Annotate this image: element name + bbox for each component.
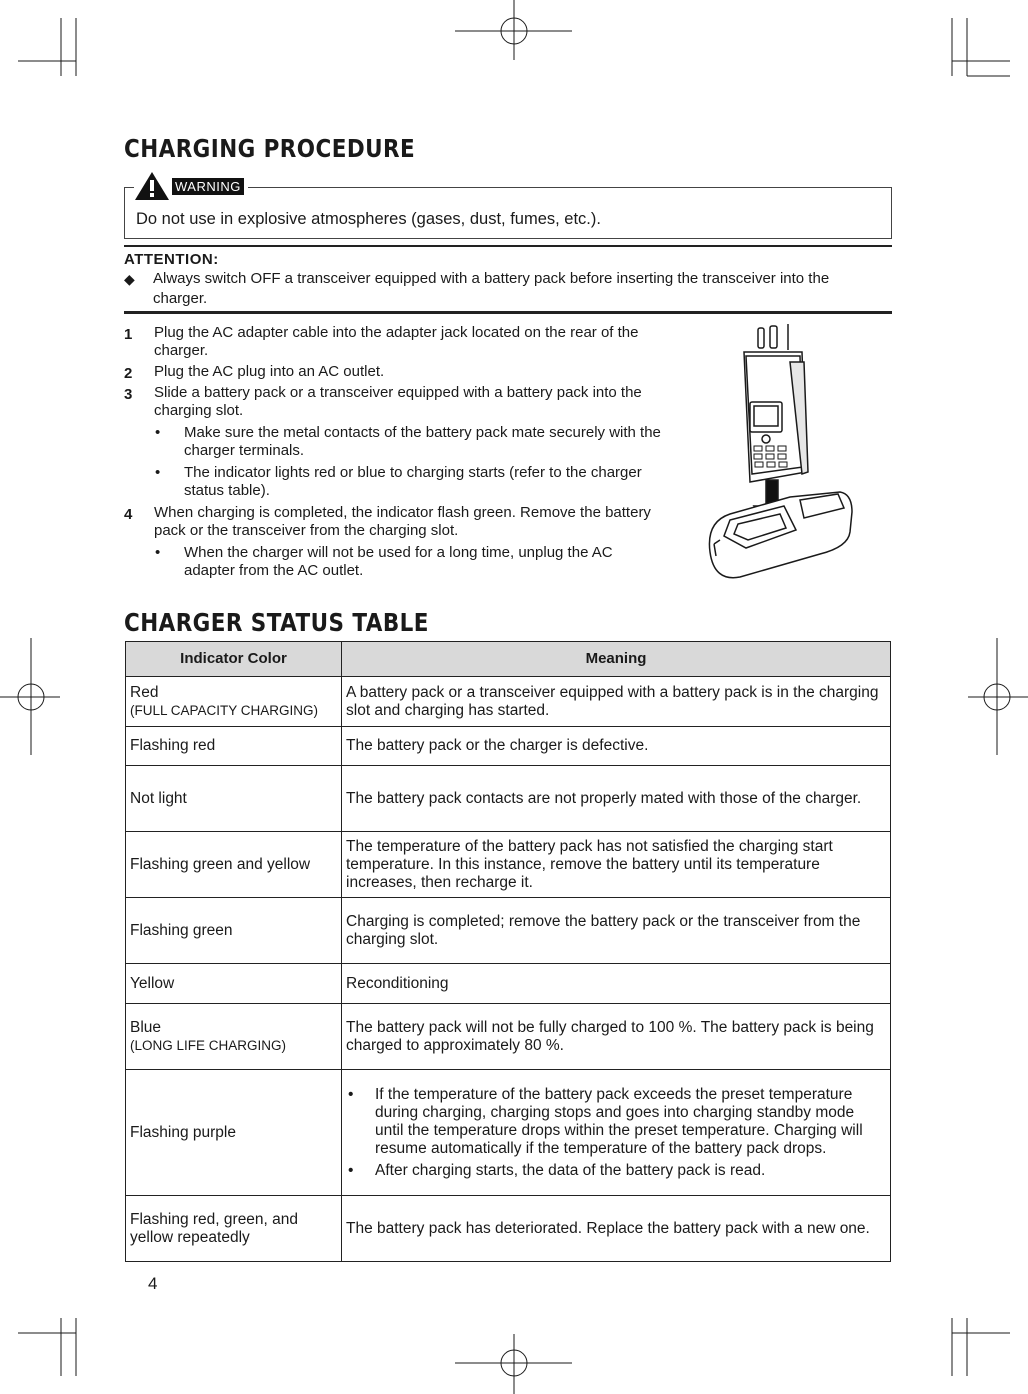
bullet-dot: • xyxy=(348,1085,354,1103)
meaning-bullet-list xyxy=(346,1086,886,1180)
bullet-text: Make sure the metal contacts of the battery pack mate securely with the charger terminals. xyxy=(184,424,661,459)
step-number: 1 xyxy=(124,326,133,343)
indicator-cell: Flashing red xyxy=(126,727,342,766)
step-number: 3 xyxy=(124,386,133,403)
step-1 xyxy=(124,324,664,360)
table-row xyxy=(126,1070,891,1196)
table-row xyxy=(126,677,891,727)
step-bullet xyxy=(154,424,664,460)
indicator-cell: Yellow xyxy=(126,964,342,1004)
meaning-cell: The battery pack or the charger is defective. xyxy=(342,727,891,766)
bullet-dot: • xyxy=(155,464,161,481)
attention-top-rule xyxy=(124,245,892,247)
step-bullet xyxy=(154,544,664,580)
step-number: 4 xyxy=(124,506,133,523)
charger-illustration xyxy=(700,322,860,592)
warning-badge xyxy=(134,170,248,202)
warning-label: WARNING xyxy=(172,178,244,195)
bullet-text: The indicator lights red or blue to charging starts (refer to the charger status table). xyxy=(184,464,642,499)
column-header-meaning: Meaning xyxy=(342,642,891,677)
attention-bottom-rule xyxy=(124,311,892,314)
step-number: 2 xyxy=(124,365,133,382)
indicator-cell xyxy=(126,677,342,727)
step-text: Plug the AC adapter cable into the adapter jack located on the rear of the charger. xyxy=(154,324,639,359)
section-title-charging-procedure: CHARGING PROCEDURE xyxy=(124,134,416,163)
attention-heading: ATTENTION: xyxy=(124,251,219,268)
indicator-subtext: (FULL CAPACITY CHARGING) xyxy=(130,702,319,718)
step-3 xyxy=(124,384,664,500)
list-item-text: After charging starts, the data of the battery pack is read. xyxy=(375,1161,766,1179)
step-text: Slide a battery pack or a transceiver equipped with a battery pack into the charging slot. xyxy=(154,384,642,419)
table-row xyxy=(126,1196,891,1262)
step-text: Plug the AC plug into an AC outlet. xyxy=(154,363,385,380)
meaning-cell xyxy=(342,1070,891,1196)
column-header-indicator: Indicator Color xyxy=(126,642,342,677)
bullet-dot: • xyxy=(348,1161,354,1179)
bullet-dot: • xyxy=(155,544,161,561)
table-row xyxy=(126,766,891,832)
table-header-row xyxy=(126,642,891,677)
indicator-cell: Flashing red, green, and yellow repeatedly xyxy=(126,1196,342,1262)
step-text: When charging is completed, the indicator flash green. Remove the battery pack or the transceiver from the charging slot. xyxy=(154,504,651,539)
indicator-cell: Flashing purple xyxy=(126,1070,342,1196)
page-number: 4 xyxy=(148,1274,158,1293)
meaning-cell: The battery pack contacts are not properly mated with those of the charger. xyxy=(342,766,891,832)
table-row xyxy=(126,964,891,1004)
list-item-text: If the temperature of the battery pack exceeds the preset temperature during charging, charging stops and goes into charging standby mode until the temperature drops within the preset temperature. Charging will resume automatically if the temperature of the battery pack drops. xyxy=(375,1085,863,1157)
list-item xyxy=(346,1086,886,1158)
meaning-cell: The battery pack has deteriorated. Replace the battery pack with a new one. xyxy=(342,1196,891,1262)
indicator-cell xyxy=(126,1004,342,1070)
meaning-cell: Reconditioning xyxy=(342,964,891,1004)
section-title-charger-status-table: CHARGER STATUS TABLE xyxy=(124,608,429,637)
warning-triangle-icon xyxy=(134,171,170,201)
indicator-text: Blue xyxy=(130,1018,162,1036)
indicator-cell: Flashing green and yellow xyxy=(126,832,342,898)
attention-item-text: Always switch OFF a transceiver equipped with a battery pack before inserting the transceiver into the charger. xyxy=(153,270,830,307)
step-4 xyxy=(124,504,664,580)
table-row xyxy=(126,898,891,964)
indicator-cell: Flashing green xyxy=(126,898,342,964)
table-row xyxy=(126,727,891,766)
step-bullet xyxy=(154,464,664,500)
step-2 xyxy=(124,363,664,381)
table-row xyxy=(126,832,891,898)
warning-text: Do not use in explosive atmospheres (gases, dust, fumes, etc.). xyxy=(136,210,601,228)
meaning-cell: The temperature of the battery pack has not satisfied the charging start temperature. In this instance, remove the battery until its temperature increases, then recharge it. xyxy=(342,832,891,898)
meaning-cell: Charging is completed; remove the battery pack or the transceiver from the charging slot. xyxy=(342,898,891,964)
bullet-text: When the charger will not be used for a long time, unplug the AC adapter from the AC outlet. xyxy=(184,544,613,579)
procedure-steps xyxy=(124,324,664,584)
diamond-bullet-icon: ◆ xyxy=(124,271,135,287)
charger-status-table xyxy=(125,641,891,1262)
indicator-subtext: (LONG LIFE CHARGING) xyxy=(130,1037,287,1053)
table-row xyxy=(126,1004,891,1070)
indicator-cell: Not light xyxy=(126,766,342,832)
bullet-dot: • xyxy=(155,424,161,441)
meaning-cell: A battery pack or a transceiver equipped with a battery pack is in the charging slot and charging has started. xyxy=(342,677,891,727)
meaning-cell: The battery pack will not be fully charged to 100 %. The battery pack is being charged to approximately 80 %. xyxy=(342,1004,891,1070)
indicator-text: Red xyxy=(130,683,159,701)
list-item xyxy=(346,1162,886,1180)
